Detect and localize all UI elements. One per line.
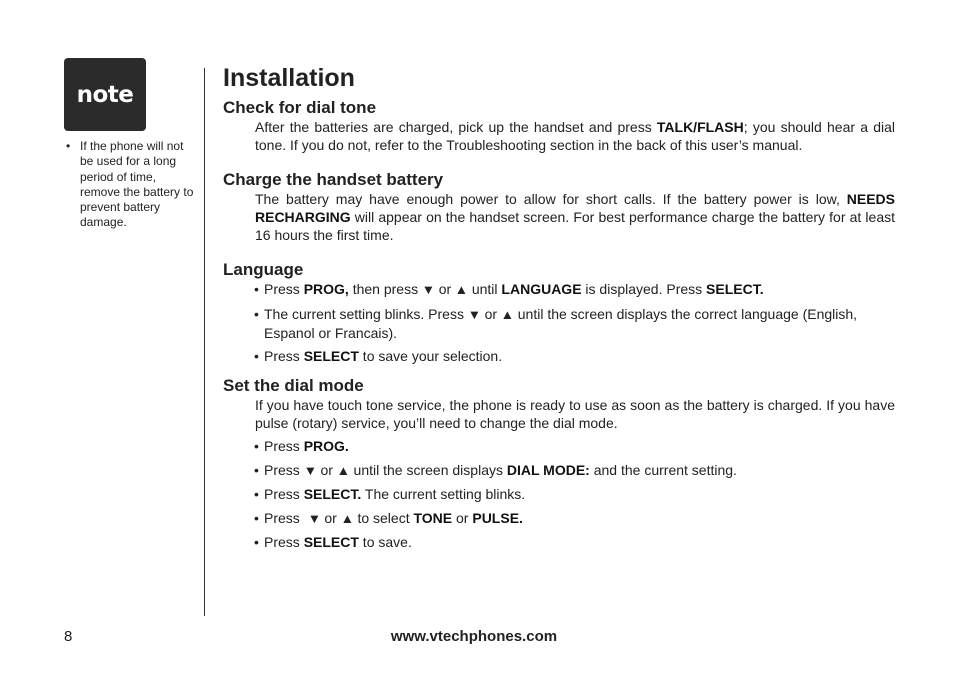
down-arrow-icon: ▼ [303, 462, 317, 478]
language-steps [254, 280, 895, 365]
side-note-bullet: • [66, 139, 71, 153]
heading-charge: Charge the handset battery [223, 170, 444, 189]
up-arrow-icon: ▲ [340, 510, 354, 526]
main-content [223, 62, 895, 557]
up-arrow-icon: ▲ [336, 462, 350, 478]
down-arrow-icon: ▼ [467, 306, 482, 322]
page-title: Installation [223, 64, 355, 92]
list-item: • Press ▼ or ▲ until the screen displays DIAL MODE: and the current setting. [254, 461, 895, 480]
side-note-text: If the phone will not be used for a long period of time, remove the battery to prevent battery damage. [80, 139, 194, 230]
dial-mode-steps [254, 437, 895, 551]
heading-dial-mode: Set the dial mode [223, 376, 364, 395]
footer-url [0, 628, 954, 645]
column-divider [204, 68, 205, 616]
list-item: • Press PROG, then press ▼ or ▲ until LANGUAGE is displayed. Press SELECT. [254, 280, 895, 299]
up-arrow-icon: ▲ [454, 282, 469, 297]
down-arrow-icon: ▼ [421, 282, 436, 297]
note-badge [64, 58, 146, 131]
list-item: • Press SELECT to save your selection. [254, 347, 895, 365]
list-item: • Press PROG. [254, 437, 895, 455]
page-number: 8 [64, 628, 73, 645]
list-item: • Press SELECT to save. [254, 533, 895, 551]
heading-dial-tone: Check for dial tone [223, 98, 377, 117]
list-item: • Press SELECT. The current setting blinks. [254, 485, 895, 503]
note-badge-label: note [76, 81, 134, 108]
dial-tone-text: After the batteries are charged, pick up the handset and press TALK/FLASH; you should hear a dial tone. If you do not, refer to the Troubleshooting section in the back of this user’s manual. [255, 119, 896, 153]
dial-mode-text: If you have touch tone service, the phone is ready to use as soon as the battery is charged. If you have pulse (rotary) service, you’ll need to change the dial mode. [255, 397, 895, 431]
list-item: • The current setting blinks. Press ▼ or ▲ until the screen displays the correct language (English, Espanol or Francais). [254, 305, 895, 342]
side-note [66, 139, 194, 231]
heading-language: Language [223, 260, 304, 279]
down-arrow-icon: ▼ [307, 510, 321, 526]
charge-text: The battery may have enough power to allow for short calls. If the battery power is low, NEEDS RECHARGING will appear on the handset screen. For best performance charge the battery for at least 16 hours the first time. [255, 191, 895, 243]
website-link[interactable]: www.vtechphones.com [390, 628, 558, 645]
list-item: • Press ▼ or ▲ to select TONE or PULSE. [254, 509, 895, 528]
up-arrow-icon: ▲ [500, 306, 515, 322]
